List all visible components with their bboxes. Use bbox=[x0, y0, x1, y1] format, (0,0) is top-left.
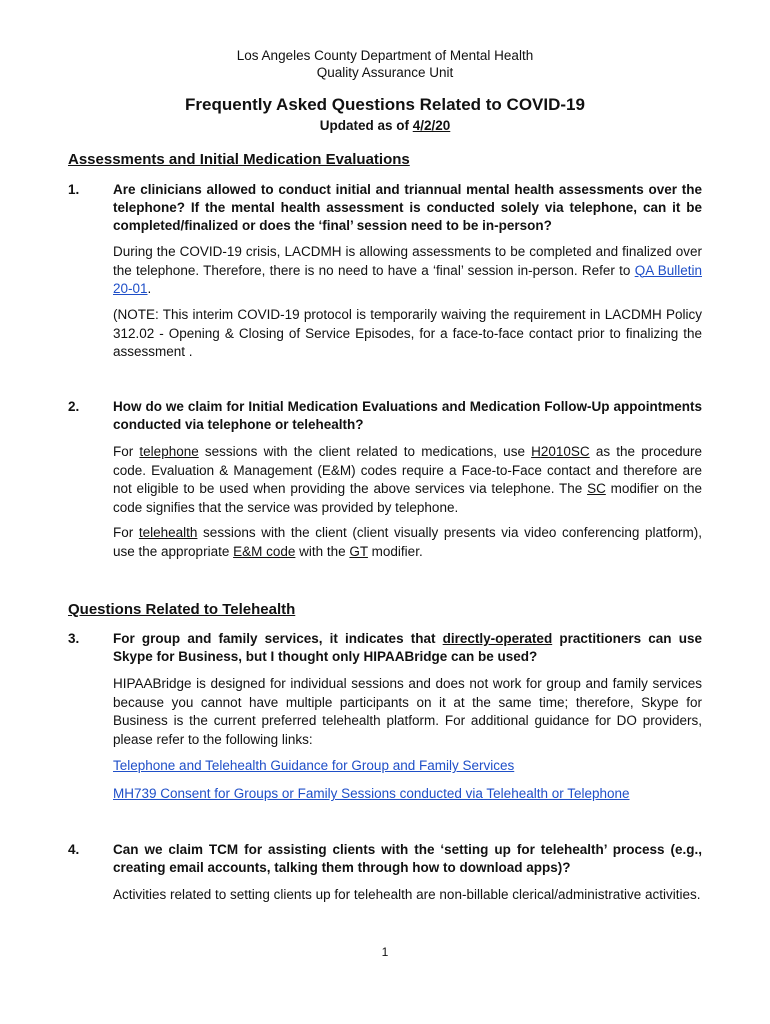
answer-4-paragraph-1: Activities related to setting clients up for telehealth are non-billable clerical/administrative activities. bbox=[113, 887, 701, 902]
question-4: Can we claim TCM for assisting clients with the ‘setting up for telehealth’ process (e.g., creating email accounts, talking them through how to download apps)? bbox=[113, 842, 702, 875]
question-number: 2. bbox=[68, 399, 80, 414]
page-title: Frequently Asked Questions Related to COVID-19 bbox=[185, 95, 585, 114]
question-number: 1. bbox=[68, 182, 80, 197]
section-heading-assessments: Assessments and Initial Medication Evaluations bbox=[68, 151, 410, 168]
answer-1-end: . bbox=[147, 281, 152, 296]
modifier-gt: GT bbox=[349, 543, 368, 559]
term-telehealth: telehealth bbox=[138, 525, 198, 540]
text: modifier on the code signifies that the service was provided by telephone. bbox=[113, 481, 702, 515]
answer-2-paragraph-2 bbox=[113, 524, 702, 561]
answer-3-link-2 bbox=[113, 785, 702, 804]
question-number: 4. bbox=[68, 842, 80, 857]
section-heading-telehealth: Questions Related to Telehealth bbox=[68, 601, 296, 618]
answer-1-note: (NOTE: This interim COVID-19 protocol is temporarily waiving the requirement in LACDMH Policy 312.02 - Opening & Closing of Service Episodes, for a face-to-face contact prior to finalizing the assessment . bbox=[113, 307, 702, 359]
group-family-guidance-link[interactable]: Telephone and Telehealth Guidance for Group and Family Services bbox=[113, 758, 515, 773]
question-2: How do we claim for Initial Medication Evaluations and Medication Follow-Up appointments conducted via telephone or telehealth? bbox=[113, 399, 702, 432]
text: with the bbox=[295, 543, 350, 559]
question-3 bbox=[113, 630, 702, 666]
mh739-consent-link[interactable]: MH739 Consent for Groups or Family Sessions conducted via Telehealth or Telephone bbox=[113, 786, 630, 801]
answer-1-paragraph-1 bbox=[113, 243, 702, 299]
term-telephone: telephone bbox=[139, 444, 199, 459]
org-name: Los Angeles County Department of Mental Health bbox=[236, 48, 534, 63]
text: For group and family services, it indicates that bbox=[113, 631, 443, 646]
term-directly-operated: directly-operated bbox=[442, 631, 553, 646]
text: practitioners can use Skype for Business, but I thought only HIPAABridge can be used? bbox=[113, 631, 702, 664]
answer-1-text: During the COVID-19 crisis, LACDMH is allowing assessments to be completed and finalized over the telephone. Therefore, there is no need to have a ‘final’ session in-person. Refer to bbox=[113, 244, 702, 278]
answer-3-link-1 bbox=[113, 757, 702, 776]
text: For bbox=[113, 525, 139, 540]
updated-line bbox=[0, 118, 770, 133]
text: sessions with the client related to medications, use bbox=[198, 444, 532, 459]
text: as the procedure code. Evaluation & Management (E&M) codes require a Face-to-Face contact and therefore are not eligible to be used when providing the above services via telephone. The bbox=[113, 444, 702, 496]
question-1: Are clinicians allowed to conduct initial and triannual mental health assessments over the telephone? If the mental health assessment is conducted solely via telephone, can it be completed/finalized or does the ‘final’ session need to be in-person? bbox=[113, 182, 702, 233]
text: sessions with the client (client visually presents via video conferencing platform), use the appropriate bbox=[113, 525, 702, 559]
modifier-sc: SC bbox=[587, 481, 606, 496]
question-number: 3. bbox=[68, 631, 80, 646]
text: modifier. bbox=[367, 543, 423, 559]
qa-bulletin-link[interactable]: QA Bulletin 20-01 bbox=[113, 262, 702, 296]
updated-prefix: Updated as of bbox=[319, 118, 413, 133]
page-number: 1 bbox=[381, 945, 389, 959]
answer-2-paragraph-1 bbox=[113, 443, 702, 517]
code-h2010sc: H2010SC bbox=[531, 444, 590, 459]
term-em-code: E&M code bbox=[233, 543, 296, 559]
answer-3-paragraph-1: HIPAABridge is designed for individual sessions and does not work for group and family services because you cannot have multiple participants on it at the same time; therefore, Skype for Business is the current preferred telehealth platform. For additional guidance for DO providers, please refer to the following links: bbox=[113, 676, 702, 747]
updated-date: 4/2/20 bbox=[412, 118, 451, 133]
text: For bbox=[113, 444, 140, 459]
unit-name: Quality Assurance Unit bbox=[316, 65, 454, 80]
